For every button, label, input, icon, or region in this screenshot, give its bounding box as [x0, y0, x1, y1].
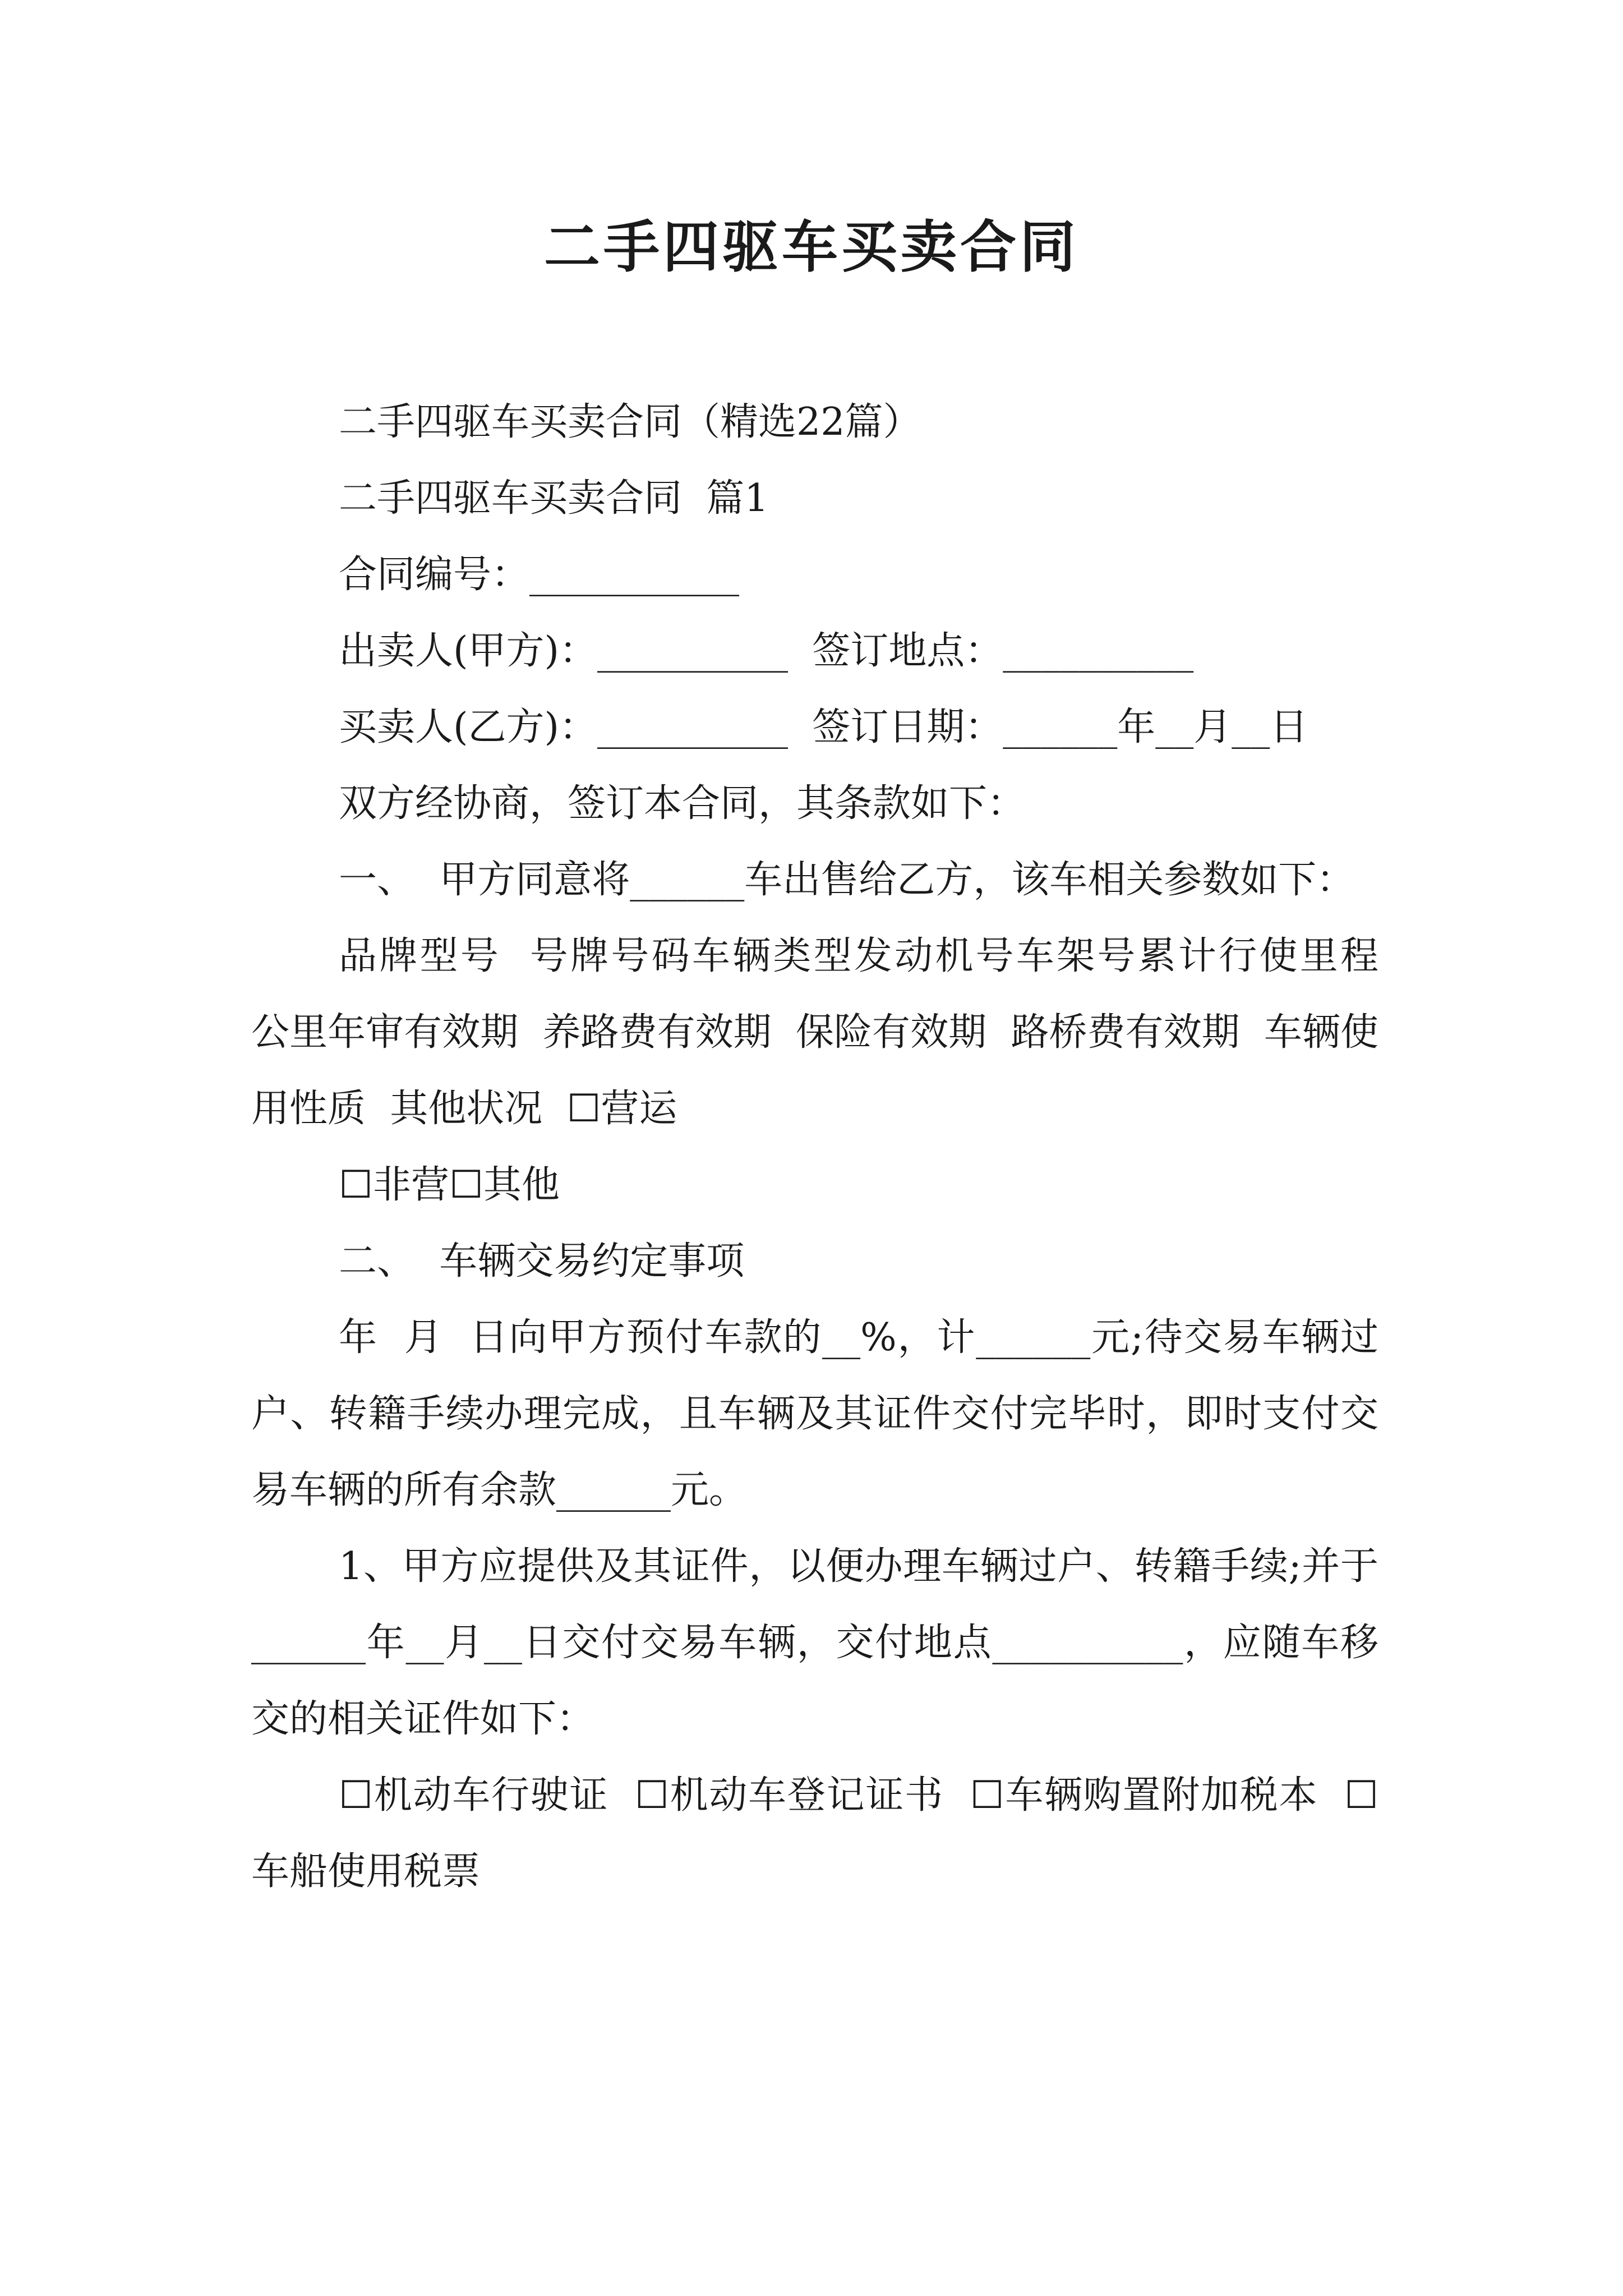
intro-paragraph: 双方经协商，签订本合同，其条款如下：	[339, 781, 1026, 826]
clause-one: 一、 甲方同意将______车出售给乙方，该车相关参数如下：	[339, 858, 1355, 902]
vehicle-parameters: 品牌型号 号牌号码车辆类型发动机号车架号累计行使里程 公里年审有效期 养路费有效期 保险有效期 路桥费有效期 车辆使用性质 其他状况 ☐营运	[251, 934, 1403, 1131]
delivery-paragraph: 1、甲方应提供及其证件，以便办理车辆过户、转籍手续;并于______年__月__日交付交易车辆，交付地点__________，应随车移交的相关证件如下：	[251, 1544, 1378, 1741]
buyer-field: 买卖人(乙方)：__________ 签订日期：______年__月__日	[339, 705, 1308, 749]
document-title: 二手四驱车买卖合同	[544, 214, 1079, 280]
clause-two-heading: 二、 车辆交易约定事项	[339, 1239, 745, 1283]
section-heading: 二手四驱车买卖合同 篇1	[339, 476, 769, 521]
seller-field: 出卖人(甲方)：__________ 签订地点：__________	[339, 629, 1194, 673]
subtitle-line: 二手四驱车买卖合同（精选22篇）	[339, 400, 921, 444]
documents-checklist: ☐机动车行驶证 ☐机动车登记证书 ☐车辆购置附加税本 ☐车船使用税票	[251, 1773, 1378, 1894]
document-body	[251, 384, 1403, 1910]
payment-paragraph: 年 月 日向甲方预付车款的__%，计______元;待交易车辆过户、转籍手续办理完成，且车辆及其证件交付完毕时，即时支付交易车辆的所有余款______元。	[251, 1315, 1378, 1512]
contract-number-field: 合同编号：___________	[339, 553, 740, 597]
usage-options: ☐非营☐其他	[339, 1163, 560, 1207]
